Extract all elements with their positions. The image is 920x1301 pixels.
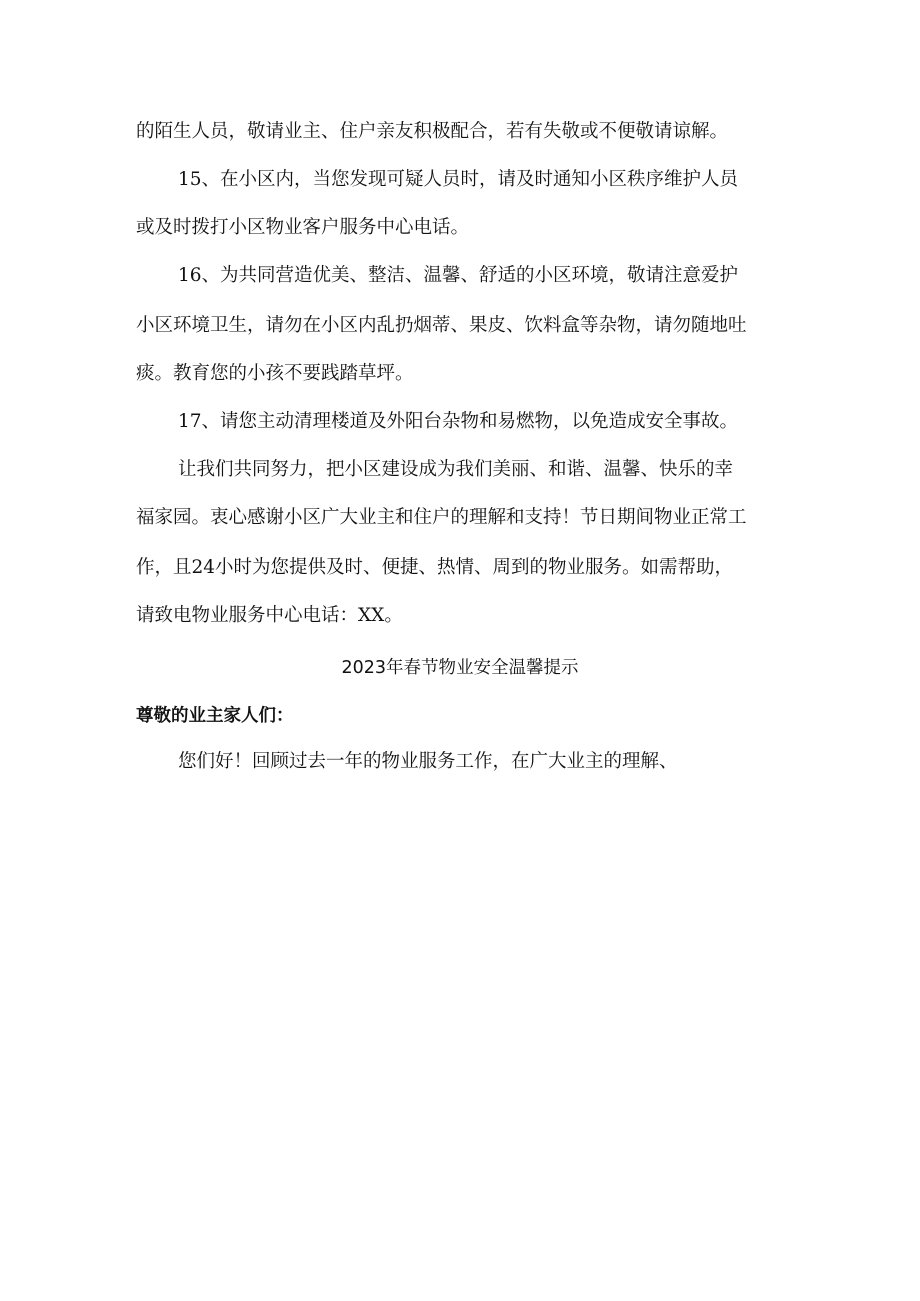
- item-15-line-2: 或及时拨打小区物业客户服务中心电话。: [136, 217, 470, 238]
- item-16-line-2: 小区环境卫生，请勿在小区内乱扔烟蒂、果皮、饮料盒等杂物，请勿随地吐: [136, 315, 747, 336]
- item-17-line: 17、请您主动清理楼道及外阳台杂物和易燃物，以免造成安全事故。: [178, 411, 739, 432]
- salutation: 尊敬的业主家人们：: [136, 706, 294, 726]
- paragraph-line: 的陌生人员，敬请业主、住户亲友积极配合，若有失敬或不便敬请谅解。: [136, 121, 729, 142]
- item-16-line-1: 16、为共同营造优美、整洁、温馨、舒适的小区环境，敬请注意爱护: [178, 265, 739, 286]
- section-heading: 2023年春节物业安全温馨提示: [341, 658, 579, 678]
- closing-line-3: 作，且24小时为您提供及时、便捷、热情、周到的物业服务。如需帮助，: [136, 557, 734, 578]
- item-15-line-1: 15、在小区内，当您发现可疑人员时，请及时通知小区秩序维护人员: [178, 169, 739, 190]
- opening-line: 您们好！回顾过去一年的物业服务工作，在广大业主的理解、: [178, 751, 678, 772]
- item-16-line-3: 痰。教育您的小孩不要践踏草坪。: [136, 363, 414, 384]
- closing-line-2: 福家园。衷心感谢小区广大业主和住户的理解和支持！节日期间物业正常工: [136, 507, 747, 528]
- closing-line-1: 让我们共同努力，把小区建设成为我们美丽、和谐、温馨、快乐的幸: [178, 459, 734, 480]
- closing-line-4: 请致电物业服务中心电话：XX。: [136, 605, 403, 626]
